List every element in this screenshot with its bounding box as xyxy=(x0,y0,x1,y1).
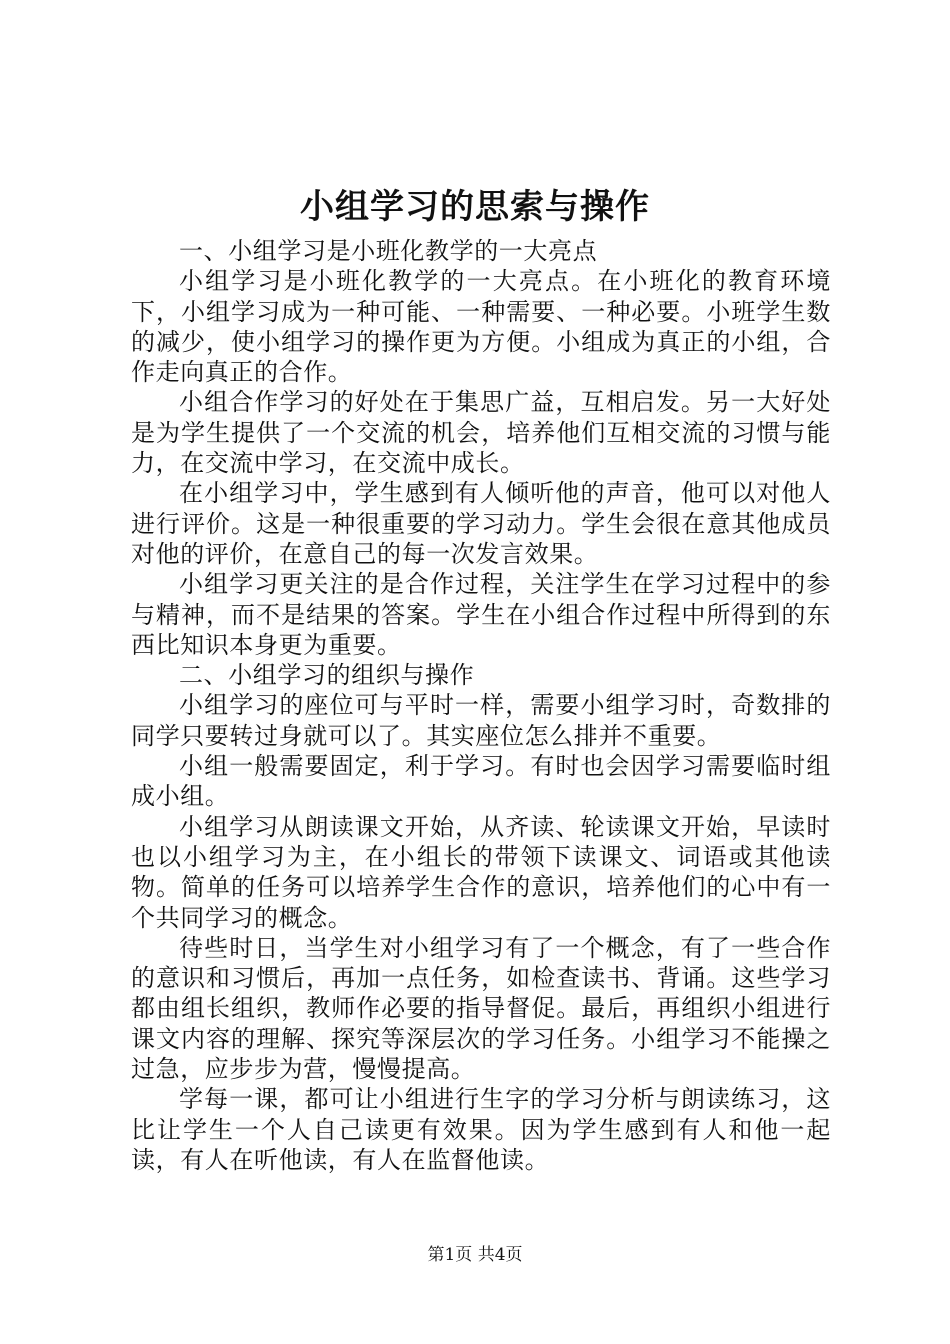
paragraph: 小组学习的座位可与平时一样，需要小组学习时，奇数排的同学只要转过身就可以了。其实座位怎么排并不重要。 xyxy=(131,691,831,750)
section-heading-2: 二、小组学习的组织与操作 xyxy=(179,661,475,690)
document-body xyxy=(131,236,831,1175)
paragraph: 小组学习从朗读课文开始，从齐读、轮读课文开始，早读时也以小组学习为主，在小组长的带领下读课文、词语或其他读物。简单的任务可以培养学生合作的意识，培养他们的心中有一个共同学习的概念。 xyxy=(131,812,831,932)
document-title: 小组学习的思索与操作 xyxy=(300,187,650,227)
paragraph: 小组一般需要固定，利于学习。有时也会因学习需要临时组成小组。 xyxy=(131,752,831,811)
paragraph: 小组合作学习的好处在于集思广益，互相启发。另一大好处是为学生提供了一个交流的机会，培养他们互相交流的习惯与能力，在交流中学习，在交流中成长。 xyxy=(131,388,831,478)
paragraph: 学每一课，都可让小组进行生字的学习分析与朗读练习，这比让学生一个人自己读更有效果。因为学生感到有人和他一起读，有人在听他读，有人在监督他读。 xyxy=(131,1085,831,1174)
paragraph: 在小组学习中，学生感到有人倾听他的声音，他可以对他人进行评价。这是一种很重要的学习动力。学生会很在意其他成员对他的评价，在意自己的每一次发言效果。 xyxy=(131,479,831,568)
paragraph: 待些时日，当学生对小组学习有了一个概念，有了一些合作的意识和习惯后，再加一点任务，如检查读书、背诵。这些学习都由组长组织，教师作必要的指导督促。最后，再组织小组进行课文内容的理解、探究等深层次的学习任务。小组学习不能操之过急，应步步为营，慢慢提高。 xyxy=(131,933,831,1084)
paragraph: 小组学习更关注的是合作过程，关注学生在学习过程中的参与精神，而不是结果的答案。学生在小组合作过程中所得到的东西比知识本身更为重要。 xyxy=(131,570,831,659)
page-number: 第1页 共4页 xyxy=(427,1245,523,1265)
section-heading-1: 一、小组学习是小班化教学的一大亮点 xyxy=(179,237,598,265)
paragraph: 小组学习是小班化教学的一大亮点。在小班化的教育环境下，小组学习成为一种可能、一种需要、一种必要。小班学生数的减少，使小组学习的操作更为方便。小组成为真正的小组，合作走向真正的合作。 xyxy=(131,267,831,387)
